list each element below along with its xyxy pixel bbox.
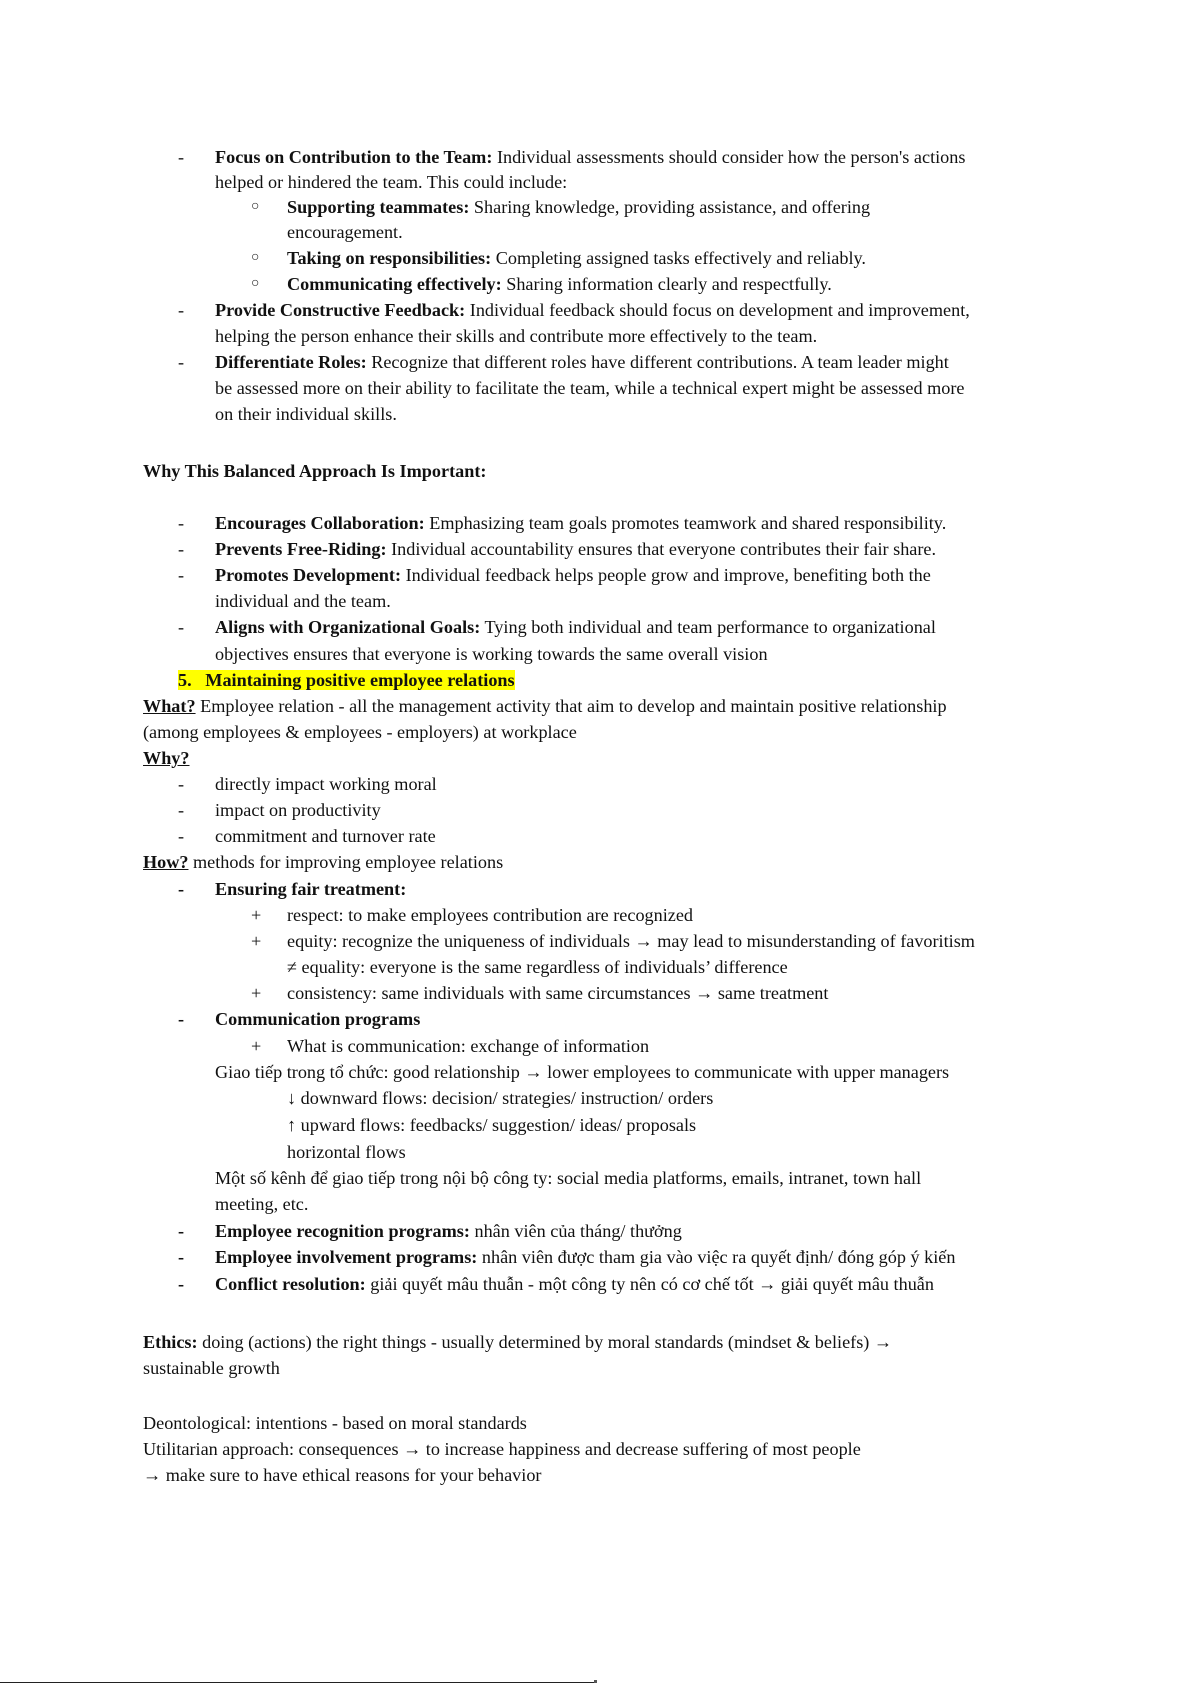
why-item: directly impact working moral [215,774,437,794]
fair-equity-1: equity: recognize the uniqueness of individuals → may lead to misunderstanding of favoritism [287,931,975,951]
comm-title: Communication programs [215,1009,421,1029]
why-label: Why? [143,748,190,768]
comm-channels-1: Một số kênh để giao tiếp trong nội bộ công ty: social media platforms, emails, intranet, town hall [215,1168,922,1188]
bullet-dash: - [178,147,185,167]
comm-channels-2: meeting, etc. [215,1194,309,1214]
bullet-dash: - [178,617,185,637]
involvement-line: Employee involvement programs: nhân viên được tham gia vào việc ra quyết định/ đóng góp ý kiến [215,1247,956,1267]
ethics-line-2: sustainable growth [143,1358,280,1378]
comm-what: What is communication: exchange of information [287,1036,650,1056]
footer-dot [594,1680,597,1683]
bullet-circle: ○ [251,250,260,265]
fair-equity-2: ≠ equality: everyone is the same regardless of individuals’ difference [287,957,788,977]
utilitarian-line: Utilitarian approach: consequences → to increase happiness and decrease suffering of most people [143,1439,861,1459]
roles-line-3: on their individual skills. [215,404,397,424]
bullet-dash: - [178,1247,185,1267]
bullet-dash: - [178,539,185,559]
bullet-dash: - [178,1221,185,1241]
bullet-dash: - [178,300,185,320]
fair-respect: respect: to make employees contribution are recognized [287,905,694,925]
bullet-plus: + [251,1036,262,1056]
bullet-plus: + [251,905,262,925]
conflict-line: Conflict resolution: giải quyết mâu thuẫn - một công ty nên có cơ chế tốt → giải quyết mâu thuẫn [215,1274,934,1294]
footer-rule [0,1682,596,1683]
freeriding-line: Prevents Free-Riding: Individual accountability ensures that everyone contributes their fair share. [215,539,937,559]
why-item: impact on productivity [215,800,381,820]
ethical-reasons-line: → make sure to have ethical reasons for your behavior [143,1465,542,1485]
development-line-1: Promotes Development: Individual feedback helps people grow and improve, benefiting both the [215,565,931,585]
feedback-line-2: helping the person enhance their skills and contribute more effectively to the team. [215,326,818,346]
communicating-line: Communicating effectively: Sharing information clearly and respectfully. [287,274,832,294]
supporting-line-2: encouragement. [287,222,403,242]
focus-line-2: helped or hindered the team. This could include: [215,172,568,192]
bullet-plus: + [251,983,262,1003]
comm-horizontal: horizontal flows [287,1142,406,1162]
what-line-2: (among employees & employees - employers) at workplace [143,722,577,742]
fair-title: Ensuring fair treatment: [215,879,407,899]
why-balanced-heading: Why This Balanced Approach Is Important: [143,461,487,481]
aligns-line-1: Aligns with Organizational Goals: Tying both individual and team performance to organizational [215,617,936,637]
bullet-circle: ○ [251,276,260,291]
supporting-line-1: Supporting teammates: Sharing knowledge, providing assistance, and offering [287,197,871,217]
bullet-dash: - [178,879,185,899]
bullet-dash: - [178,565,185,585]
ethics-line-1: Ethics: doing (actions) the right things - usually determined by moral standards (mindset & beliefs) → [143,1332,893,1352]
fair-consistency: consistency: same individuals with same circumstances → same treatment [287,983,829,1003]
roles-line-2: be assessed more on their ability to facilitate the team, while a technical expert might be assessed more [215,378,965,398]
bullet-dash: - [178,352,185,372]
recognition-line: Employee recognition programs: nhân viên của tháng/ thưởng [215,1221,682,1241]
bullet-dash: - [178,800,185,820]
deontological-line: Deontological: intentions - based on moral standards [143,1413,527,1433]
comm-down: ↓ downward flows: decision/ strategies/ instruction/ orders [287,1088,714,1108]
roles-line-1: Differentiate Roles: Recognize that different roles have different contributions. A team leader might [215,352,949,372]
development-line-2: individual and the team. [215,591,391,611]
how-line: How? methods for improving employee relations [143,852,504,872]
aligns-line-2: objectives ensures that everyone is working towards the same overall vision [215,644,768,664]
bullet-circle: ○ [251,199,260,214]
comm-giao: Giao tiếp trong tổ chức: good relationship → lower employees to communicate with upper managers [215,1062,950,1082]
bullet-dash: - [178,1274,185,1294]
bullet-dash: - [178,826,185,846]
comm-up: ↑ upward flows: feedbacks/ suggestion/ ideas/ proposals [287,1115,697,1135]
bullet-plus: + [251,931,262,951]
collab-line: Encourages Collaboration: Emphasizing team goals promotes teamwork and shared responsibility. [215,513,947,533]
taking-line: Taking on responsibilities: Completing assigned tasks effectively and reliably. [287,248,866,268]
bullet-dash: - [178,774,185,794]
what-line-1: What? Employee relation - all the management activity that aim to develop and maintain positive relationship [143,696,947,716]
bullet-dash: - [178,1009,185,1029]
bullet-dash: - [178,513,185,533]
focus-line-1: Focus on Contribution to the Team: Individual assessments should consider how the person's actions [215,147,966,167]
why-item: commitment and turnover rate [215,826,436,846]
feedback-line-1: Provide Constructive Feedback: Individual feedback should focus on development and improvement, [215,300,970,320]
section-5-heading: 5. Maintaining positive employee relations [178,670,515,690]
